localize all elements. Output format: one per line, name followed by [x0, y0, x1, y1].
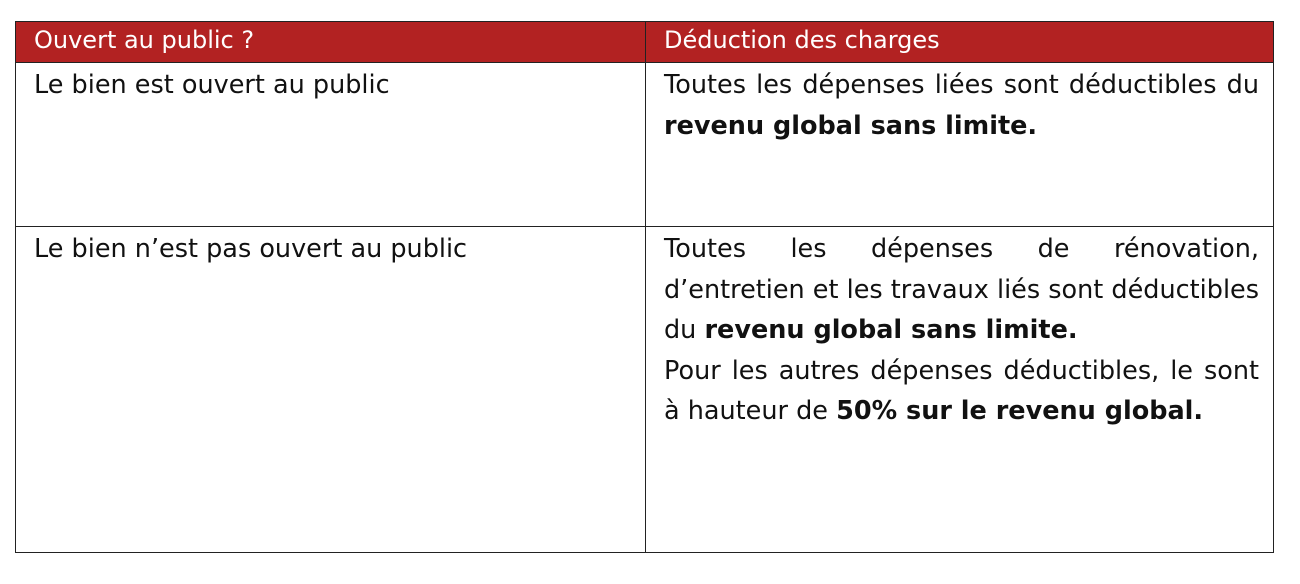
deduction-paragraph	[664, 229, 1259, 351]
deduction-paragraph	[664, 65, 1259, 146]
case-cell: Le bien n’est pas ouvert au public	[16, 227, 646, 553]
table-row	[16, 63, 1274, 227]
charges-deduction-table	[15, 21, 1274, 553]
table-header-row	[16, 22, 1274, 63]
deduction-bold-text: revenu global sans limite.	[664, 110, 1038, 141]
deduction-text: Toutes les dépenses de rénovation, d’entretien et les travaux liés sont déductibles du	[664, 234, 1259, 345]
deduction-paragraph	[664, 351, 1259, 432]
deduction-cell	[646, 63, 1274, 227]
case-cell: Le bien est ouvert au public	[16, 63, 646, 227]
deduction-bold-text: 50% sur le revenu global.	[836, 396, 1204, 426]
table-row	[16, 227, 1274, 553]
deduction-text: Pour les autres dépenses déductibles, le sont à hauteur de	[664, 355, 1259, 426]
deduction-bold-text: revenu global sans limite.	[704, 315, 1078, 345]
header-public-access: Ouvert au public ?	[16, 22, 646, 63]
header-charges-deduction: Déduction des charges	[646, 22, 1274, 63]
deduction-cell	[646, 227, 1274, 553]
deduction-text: Toutes les dépenses liées sont déductibles du	[664, 70, 1259, 100]
